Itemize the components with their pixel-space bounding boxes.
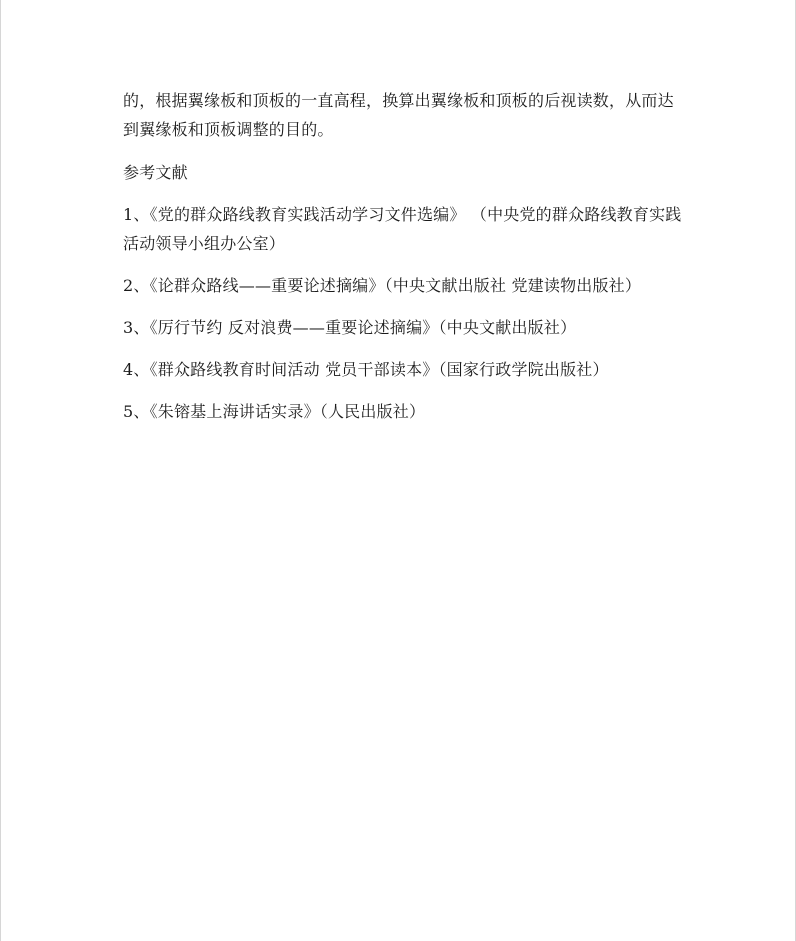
reference-item-4: 4、《群众路线教育时间活动 党员干部读本》（国家行政学院出版社） [123,360,609,379]
reference-item-2: 2、《论群众路线——重要论述摘编》（中央文献出版社 党建读物出版社） [123,276,642,295]
reference-item-3: 3、《厉行节约 反对浪费——重要论述摘编》（中央文献出版社） [123,318,577,337]
reference-item-5: 5、《朱镕基上海讲话实录》（人民出版社） [123,402,426,421]
references-list [123,200,689,426]
page-content [123,86,689,439]
references-heading: 参考文献 [123,163,188,182]
body-paragraph: 的，根据翼缘板和顶板的一直高程，换算出翼缘板和顶板的后视读数，从而达到翼缘板和顶板调整的目的。 [123,91,674,139]
reference-item-1: 1、《党的群众路线教育实践活动学习文件选编》 （中央党的群众路线教育实践活动领导小组办公室） [123,205,682,253]
